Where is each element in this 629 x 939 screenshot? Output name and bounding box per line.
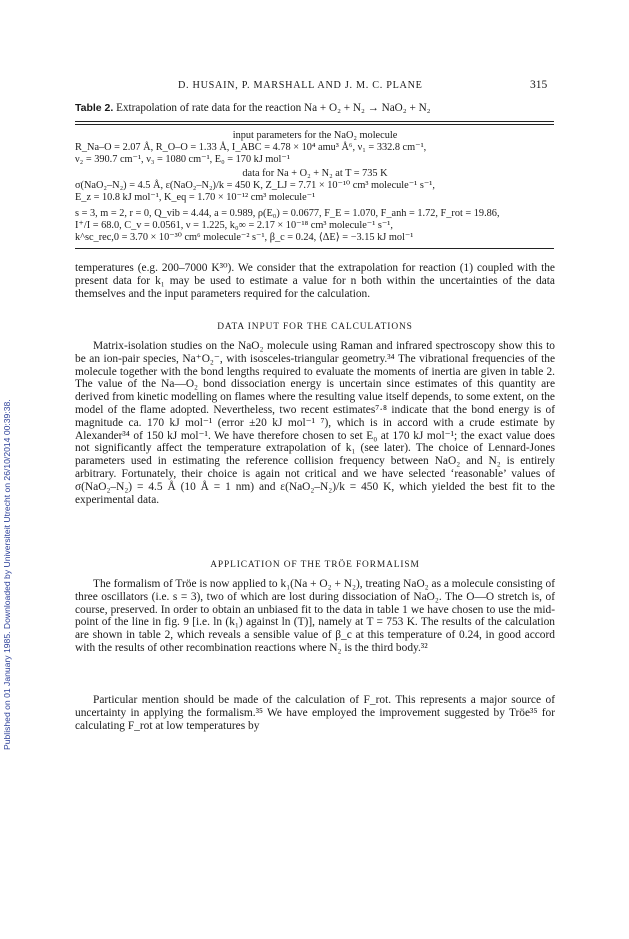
table-section-title: data for Na + O₂ + N₂ at T = 735 K: [242, 168, 388, 179]
table-section-reaction-data: [75, 168, 555, 204]
table-section-input-parameters: [75, 130, 555, 166]
paragraph-troe-formalism: [75, 578, 555, 655]
paragraph-frot: [75, 694, 555, 732]
table-line: s = 3, m = 2, r = 0, Q_vib = 4.44, a = 0.989, ρ(E₀) = 0.0677, F_E = 1.070, F_anh = 1.72, F_rot = 19.86,: [75, 208, 500, 219]
table-line: R_Na–O = 2.07 Å, R_O–O = 1.33 Å, I_ABC = 4.78 × 10⁴ amu³ Å⁶, ν₁ = 332.8 cm⁻¹,: [75, 142, 427, 153]
table-line: ν₂ = 390.7 cm⁻¹, ν₃ = 1080 cm⁻¹, E₀ = 170 kJ mol⁻¹: [75, 154, 290, 165]
page-number: 315: [530, 79, 548, 91]
table-line: I⁺/I = 68.0, C_v = 0.0561, ν = 1.225, k₀∞ = 2.17 × 10⁻¹⁸ cm³ molecule⁻¹ s⁻¹,: [75, 220, 393, 231]
section-heading-troe-formalism: APPLICATION OF THE TRÖE FORMALISM: [210, 560, 420, 570]
table-section-results: [75, 208, 555, 244]
section-heading-data-input: DATA INPUT FOR THE CALCULATIONS: [217, 322, 413, 332]
download-watermark-text: Published on 01 January 1985. Downloaded by Universiteit Utrecht on 26/10/2014 00:39:38.: [2, 399, 12, 750]
table-line: E_z = 10.8 kJ mol⁻¹, K_eq = 1.70 × 10⁻¹² cm³ molecule⁻¹: [75, 192, 316, 203]
paragraph-text: temperatures (e.g. 200–7000 K³⁰). We consider that the extrapolation for reaction (1) coupled with the present data for k₁ may be used to estimate a value for n both within the uncertainties of the data themselves and the input parameters required for the calculation.: [75, 262, 555, 300]
table-line: σ(NaO₂–N₂) = 4.5 Å, ε(NaO₂–N₂)/k = 450 K, Z_LJ = 7.71 × 10⁻¹⁰ cm³ molecule⁻¹ s⁻¹,: [75, 180, 435, 191]
running-head: D. HUSAIN, P. MARSHALL AND J. M. C. PLANE: [178, 80, 423, 91]
table-caption: [75, 102, 431, 114]
paragraph-text: Matrix-isolation studies on the NaO₂ molecule using Raman and infrared spectroscopy show this to be an ion-pair species, Na⁺O₂⁻, with isosceles-triangular geometry.³⁴ The vibrational frequencies of the molecule together with the bond lengths required to evaluate the moments of inertia are given in table 2. The value of the Na—O₂ bond dissociation energy is uncertain since estimates of this quantity are derived from kinetic modelling on flames where the resulting value itself depends, to some extent, on the model of the flame adopted. Nevertheless, two recent estimates⁷·⁸ indicate that the bond energy is of magnitude ca. 170 kJ mol⁻¹ (error ±20 kJ mol⁻¹ ⁷), which is in accord with a crude estimate by Alexander³⁴ of 150 kJ mol⁻¹. We have therefore chosen to set E₀ at 170 kJ mol⁻¹; the exact value does not significantly affect the temperature extrapolation of k₁ (see later). The choice of Lennard-Jones parameters used in estimating the reference collision frequency between NaO₂ and N₂ is entirely arbitrary. Fortunately, their choice is again not critical and we have selected ‘reasonable’ values of σ(NaO₂–N₂) = 4.5 Å (10 Å = 1 nm) and ε(NaO₂–N₂)/k = 450 K, which yielded the best fit to the experimental data.: [75, 340, 555, 506]
table-caption-text: Extrapolation of rate data for the reaction Na + O₂ + N₂ → NaO₂ + N₂: [116, 102, 431, 114]
table-top-rule: [75, 121, 554, 122]
download-watermark: [2, 190, 16, 750]
table-section-title: input parameters for the NaO₂ molecule: [232, 130, 398, 141]
table-line: k^sc_rec,0 = 3.70 × 10⁻³⁰ cm⁶ molecule⁻² s⁻¹, β_c = 0.24, ⟨ΔE⟩ = −3.15 kJ mol⁻¹: [75, 232, 414, 243]
paragraph-text: The formalism of Tröe is now applied to k₁(Na + O₂ + N₂), treating NaO₂ as a molecule consisting of three oscillators (i.e. s = 3), two of which are lost during dissociation of NaO₂. The O—O stretch is, of course, preserved. In order to obtain an unbiased fit to the data in table 1 we have chosen to use the mid-point of the line in fig. 9 [i.e. ln (k₁) against ln (T)], namely at T = 753 K. The results of the calculation are shown in table 2, which reveals a sensible value of β_c at this temperature of 0.24, in good accord with the results of other recombination reactions where N₂ is the third body.³²: [75, 578, 555, 654]
table-label: Table 2.: [75, 102, 114, 114]
paragraph-data-input: [75, 340, 555, 506]
table-bottom-rule: [75, 248, 554, 249]
table-top-rule-double: [75, 124, 554, 125]
paragraph-text: Particular mention should be made of the calculation of F_rot. This represents a major source of uncertainty in applying the formalism.³⁵ We have employed the improvement suggested by Tröe³⁵ for calculating F_rot at low temperatures by: [75, 694, 555, 732]
paragraph-temperatures: [75, 262, 555, 300]
